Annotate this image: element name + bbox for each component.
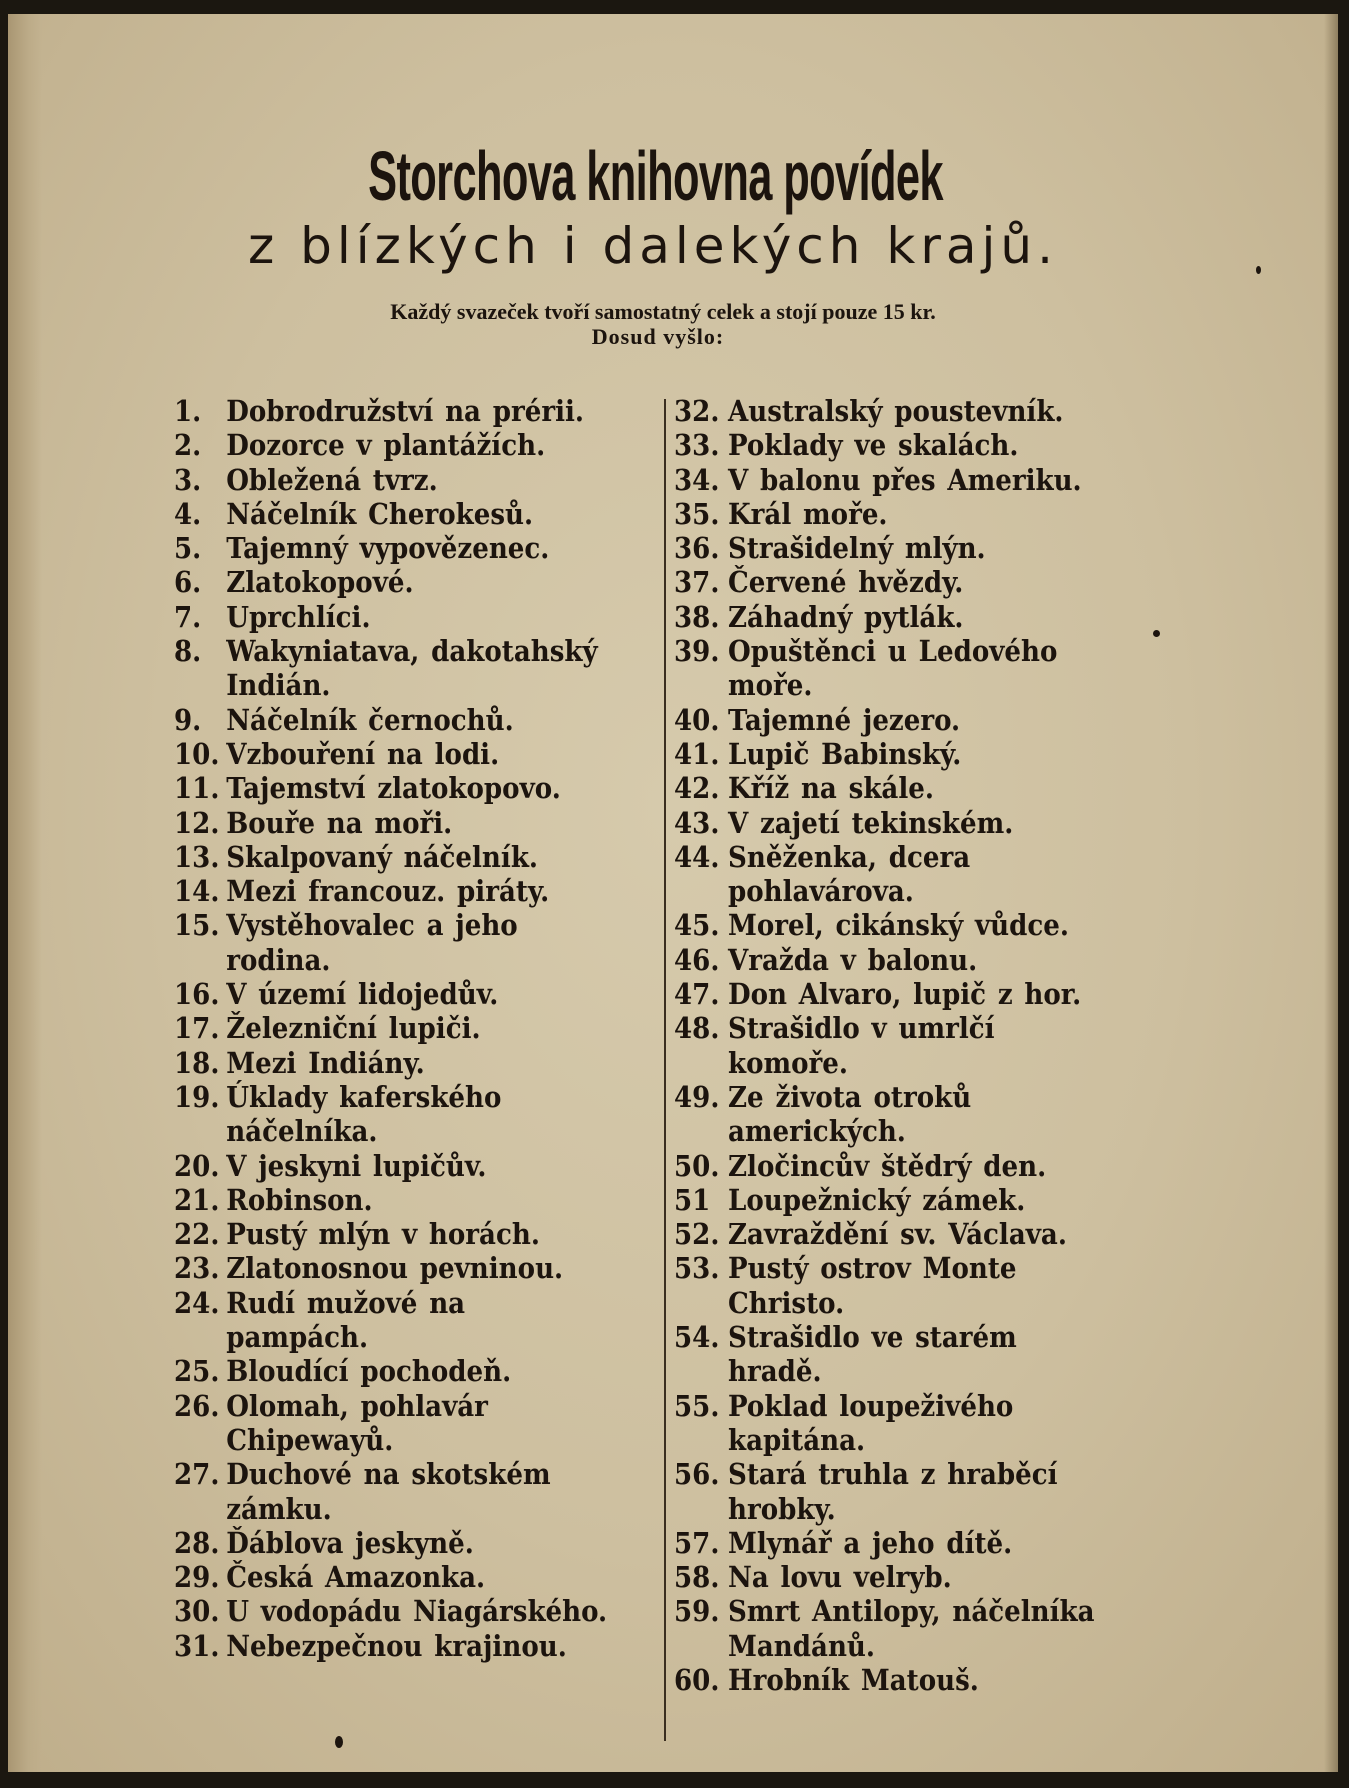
item-number: 58. [674, 1560, 720, 1595]
item-number: 55. [674, 1388, 720, 1423]
item-number: 11. [174, 771, 220, 806]
page-header [8, 134, 1338, 350]
list-item [174, 394, 608, 428]
item-title: Skalpovaný náčelník. [226, 839, 538, 874]
item-number: 36. [674, 531, 720, 566]
item-number: 6. [174, 565, 202, 600]
item-title: Ďáblova jeskyně. [226, 1525, 474, 1560]
item-number: 48. [674, 1011, 720, 1046]
item-title: Náčelník Cherokesů. [226, 496, 534, 531]
list-item [174, 908, 608, 977]
list-item [674, 703, 1111, 737]
item-number: 28. [174, 1525, 220, 1560]
item-number: 49. [674, 1079, 720, 1114]
item-number: 39. [674, 634, 720, 669]
item-number: 18. [174, 1045, 220, 1080]
item-title: Dobrodružství na prérii. [226, 394, 585, 428]
item-number: 43. [674, 805, 720, 840]
list-item [674, 531, 1111, 565]
item-title: Robinson. [226, 1182, 373, 1217]
item-title: Sněženka, dcera pohlavárova. [728, 839, 971, 909]
item-number: 32. [674, 394, 720, 428]
list-item [174, 634, 608, 703]
item-title: V území lidojedův. [226, 977, 499, 1012]
book-page [8, 14, 1338, 1772]
item-title: Australský poustevník. [728, 394, 1064, 428]
item-number: 22. [174, 1217, 220, 1252]
list-item [674, 634, 1111, 703]
list-item [174, 428, 608, 462]
list-item [674, 1389, 1111, 1458]
left-title-list [174, 394, 656, 1663]
item-title: Vzbouření na lodi. [226, 736, 500, 771]
list-item [174, 840, 608, 874]
list-item [174, 1217, 608, 1251]
list-item [674, 806, 1111, 840]
item-title: Kříž na skále. [728, 771, 934, 806]
item-number: 10. [174, 736, 220, 771]
price-note: Každý svazeček tvoří samostatný celek a stojí pouze 15 kr. [390, 299, 936, 324]
list-item [174, 1046, 608, 1080]
item-title: Záhadný pytlák. [728, 599, 964, 634]
list-item [174, 1354, 608, 1388]
item-number: 2. [174, 428, 202, 463]
list-item [674, 497, 1111, 531]
item-title: Obležená tvrz. [226, 462, 438, 497]
list-item [174, 771, 608, 805]
list-item [674, 394, 1111, 428]
item-title: Zlatokopové. [226, 565, 414, 600]
list-item [174, 1560, 608, 1594]
list-item [174, 1183, 608, 1217]
list-item [674, 1251, 1111, 1320]
item-number: 30. [174, 1594, 220, 1629]
list-item [174, 977, 608, 1011]
item-title: Na lovu velryb. [728, 1560, 952, 1595]
item-title: Strašidlo ve starém hradě. [728, 1320, 1017, 1389]
item-title: Don Alvaro, lupič z hor. [728, 977, 1082, 1012]
item-title: Poklady ve skalách. [728, 428, 1019, 463]
list-item [674, 771, 1111, 805]
item-number: 34. [674, 462, 720, 497]
item-number: 29. [174, 1560, 220, 1595]
item-number: 38. [674, 599, 720, 634]
item-title: Strašidelný mlýn. [728, 531, 986, 566]
list-item [674, 977, 1111, 1011]
list-item [674, 1149, 1111, 1183]
ink-speck [1153, 630, 1160, 637]
list-item [674, 1594, 1111, 1663]
item-title: Zlatonosnou pevninou. [226, 1251, 564, 1286]
item-number: 46. [674, 942, 720, 977]
list-item [674, 1560, 1111, 1594]
item-title: Červené hvězdy. [728, 565, 964, 600]
list-item [174, 1629, 608, 1663]
item-title: Zavraždění sv. Václava. [728, 1217, 1067, 1252]
item-title: Mlynář a jeho dítě. [728, 1525, 1013, 1560]
list-item [174, 703, 608, 737]
item-number: 33. [674, 428, 720, 463]
item-title: Tajemství zlatokopovo. [226, 771, 561, 806]
item-number: 12. [174, 805, 220, 840]
list-item [174, 1457, 608, 1526]
item-title: Mezi francouz. piráty. [226, 874, 550, 909]
list-item [174, 1526, 608, 1560]
item-number: 7. [174, 599, 202, 634]
item-number: 35. [674, 496, 720, 531]
item-number: 51 [674, 1182, 711, 1217]
list-item [174, 1286, 608, 1355]
item-number: 44. [674, 839, 720, 874]
item-number: 20. [174, 1148, 220, 1183]
list-item [674, 1080, 1111, 1149]
item-number: 5. [174, 531, 202, 566]
item-number: 25. [174, 1354, 220, 1389]
item-number: 24. [174, 1285, 220, 1320]
item-title: Morel, cikánský vůdce. [728, 908, 1069, 943]
item-number: 42. [674, 771, 720, 806]
list-item [674, 565, 1111, 599]
item-title: Stará truhla z hraběcí hrobky. [728, 1457, 1058, 1526]
item-number: 27. [174, 1457, 220, 1492]
item-title: Smrt Antilopy, náčelníka Mandánů. [728, 1594, 1095, 1663]
item-title: Lupič Babinský. [728, 736, 962, 771]
item-number: 3. [174, 462, 202, 497]
item-title: Poklad loupeživého kapitána. [728, 1388, 1014, 1457]
item-number: 60. [674, 1662, 720, 1697]
list-item [174, 1389, 608, 1458]
item-title: V balonu přes Ameriku. [728, 462, 1082, 497]
item-number: 52. [674, 1217, 720, 1252]
item-title: Vražda v balonu. [728, 942, 978, 977]
list-item [174, 1594, 608, 1628]
list-item [674, 1526, 1111, 1560]
list-item [674, 1663, 1111, 1697]
list-item [174, 1251, 608, 1285]
list-item [674, 463, 1111, 497]
published-heading: Dosud vyšlo: [591, 324, 725, 349]
item-title: Loupežnický zámek. [728, 1182, 1026, 1217]
list-item [674, 1457, 1111, 1526]
column-divider [664, 399, 666, 1741]
list-item [174, 565, 608, 599]
item-title: V jeskyni lupičův. [226, 1148, 487, 1183]
list-item [174, 463, 608, 497]
item-number: 40. [674, 702, 720, 737]
list-item [674, 1183, 1111, 1217]
item-title: Náčelník černochů. [226, 702, 514, 737]
item-title: Tajemné jezero. [728, 702, 961, 737]
list-item [674, 840, 1111, 909]
list-item [674, 1320, 1111, 1389]
item-number: 17. [174, 1011, 220, 1046]
list-item [174, 806, 608, 840]
item-number: 19. [174, 1079, 220, 1114]
item-title: U vodopádu Niagárského. [226, 1594, 608, 1629]
item-title: Česká Amazonka. [226, 1560, 486, 1595]
item-number: 47. [674, 977, 720, 1012]
list-item [674, 737, 1111, 771]
item-title: Ze života otroků amerických. [728, 1079, 972, 1149]
item-number: 59. [674, 1594, 720, 1629]
item-title: Zločincův štědrý den. [728, 1148, 1047, 1183]
item-number: 45. [674, 908, 720, 943]
item-title: Mezi Indiány. [226, 1045, 425, 1080]
item-number: 15. [174, 908, 220, 943]
item-number: 21. [174, 1182, 220, 1217]
item-title: Pustý ostrov Monte Christo. [728, 1251, 1017, 1320]
item-number: 4. [174, 496, 202, 531]
list-item [674, 943, 1111, 977]
item-title: Bloudící pochodeň. [226, 1354, 512, 1389]
list-item [674, 1011, 1111, 1080]
item-title: Úklady kaferského náčelníka. [226, 1079, 502, 1149]
item-title: Nebezpečnou krajinou. [226, 1628, 567, 1663]
series-subtitle: z blízkých i dalekých krajů. [247, 217, 1059, 275]
series-title: Storchova knihovna povídek [368, 137, 943, 215]
list-item [674, 600, 1111, 634]
item-number: 50. [674, 1148, 720, 1183]
list-item [174, 531, 608, 565]
item-title: Uprchlíci. [226, 599, 371, 634]
item-title: Olomah, pohlavár Chipewayů. [226, 1388, 488, 1457]
item-title: Železniční lupiči. [226, 1011, 481, 1046]
item-number: 13. [174, 839, 220, 874]
item-title: Král moře. [728, 496, 888, 531]
item-number: 57. [674, 1525, 720, 1560]
list-item [174, 1149, 608, 1183]
list-item [174, 1080, 608, 1149]
item-title: Dozorce v plantážích. [226, 428, 546, 463]
item-number: 1. [174, 394, 202, 428]
item-number: 56. [674, 1457, 720, 1492]
ink-speck [1256, 266, 1261, 274]
item-title: Duchové na skotském zámku. [226, 1457, 551, 1526]
item-title: Bouře na moři. [226, 805, 453, 840]
item-title: Rudí mužové na pampách. [226, 1285, 466, 1355]
ink-speck [335, 1736, 343, 1748]
item-title: Pustý mlýn v horách. [226, 1217, 540, 1252]
item-title: Strašidlo v umrlčí komoře. [728, 1011, 995, 1080]
list-item [174, 1011, 608, 1045]
list-item [674, 1217, 1111, 1251]
item-title: V zajetí tekinském. [728, 805, 1014, 840]
item-number: 8. [174, 634, 202, 669]
item-title: Opuštěnci u Ledového moře. [728, 634, 1058, 703]
item-title: Wakyniatava, dakotahský Indián. [226, 634, 598, 703]
item-number: 26. [174, 1388, 220, 1423]
item-number: 14. [174, 874, 220, 909]
item-number: 54. [674, 1320, 720, 1355]
item-title: Hrobník Matouš. [728, 1662, 979, 1697]
item-number: 31. [174, 1628, 220, 1663]
list-item [174, 497, 608, 531]
item-title: Vystěhovalec a jeho rodina. [226, 908, 518, 977]
list-item [174, 737, 608, 771]
right-title-list [674, 394, 1160, 1697]
item-number: 9. [174, 702, 202, 737]
item-number: 23. [174, 1251, 220, 1286]
item-number: 16. [174, 977, 220, 1012]
list-item [174, 600, 608, 634]
item-number: 41. [674, 736, 720, 771]
list-item [674, 908, 1111, 942]
item-number: 53. [674, 1251, 720, 1286]
list-item [674, 428, 1111, 462]
item-title: Tajemný vypovězenec. [226, 531, 550, 566]
list-item [174, 874, 608, 908]
item-number: 37. [674, 565, 720, 600]
